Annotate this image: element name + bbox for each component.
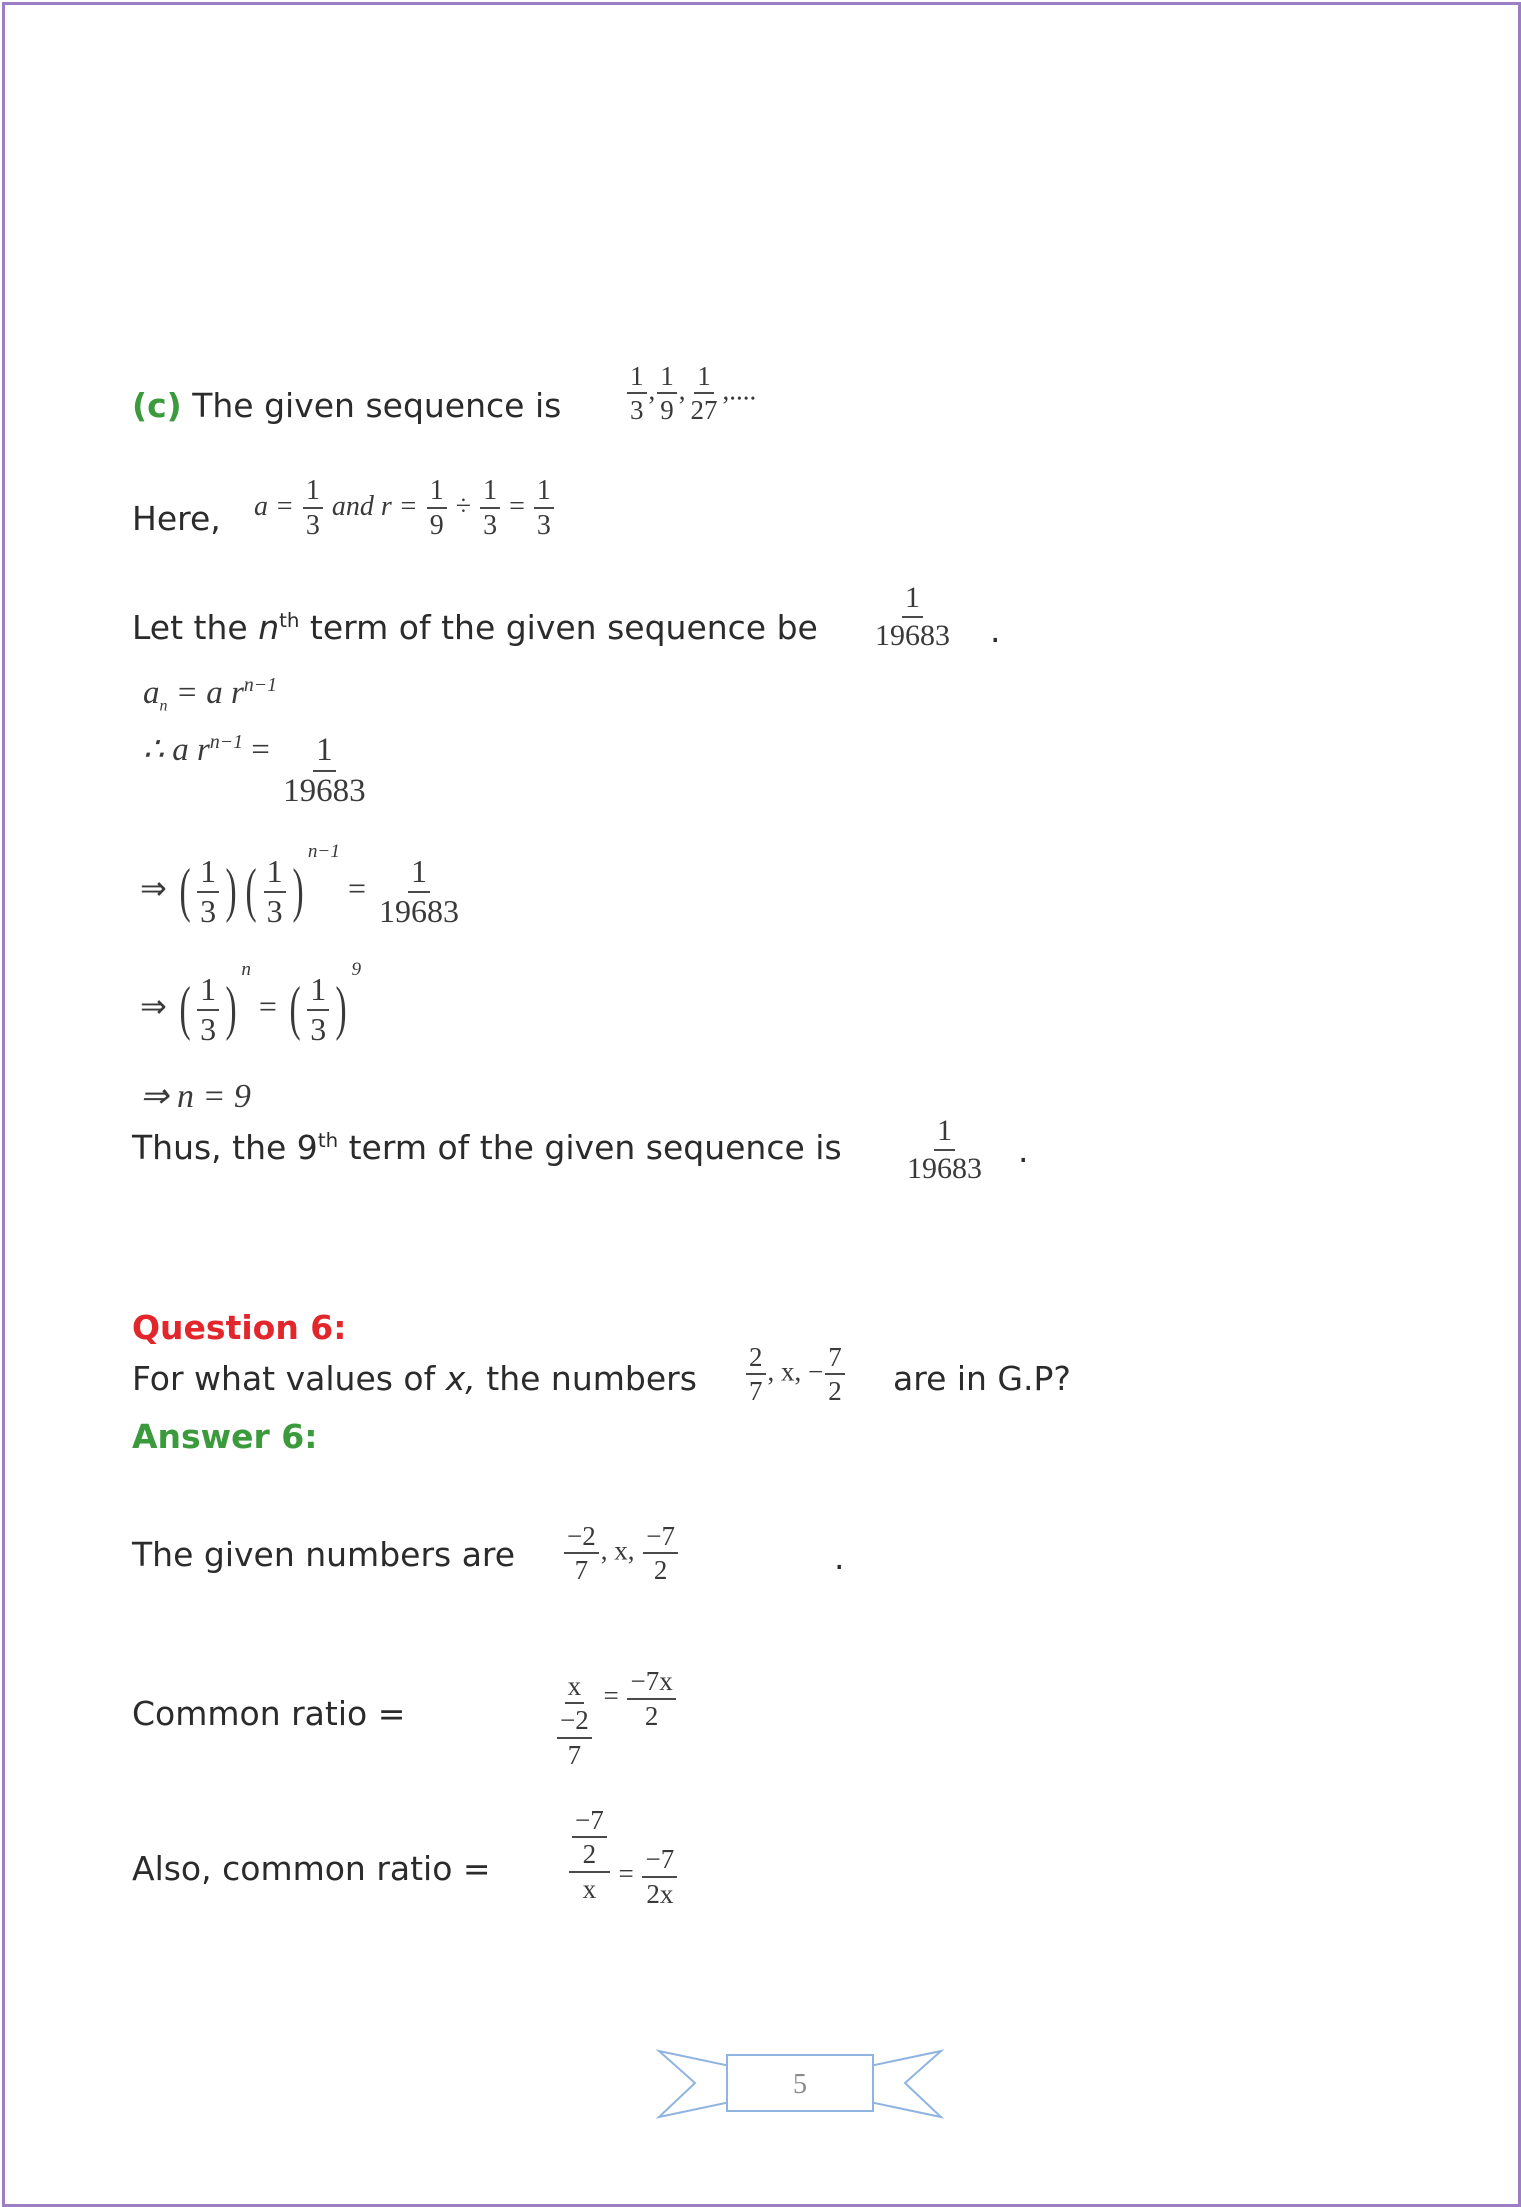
thus-period: . [1018, 1131, 1029, 1170]
question-6-suffix: are in G.P? [893, 1359, 1071, 1398]
step-final: ⇒ n = 9 [140, 1078, 251, 1115]
page-number: 5 [793, 2069, 807, 2100]
step-implies-1: ⇒ ( $\frac{1}{3}$ ) ( $\frac{1}{3}$ )$^{n-1}$ = $\frac{1}{19683}$ [140, 841, 459, 929]
let-fraction: $\frac{1}{19683}$ [875, 581, 950, 652]
answer-6-title: Answer 6: [132, 1417, 318, 1456]
also-ratio-label: Also, common ratio = [132, 1849, 491, 1888]
step-implies-2: ⇒ ( $\frac{1}{3}$ )$^n$ = ( $\frac{1}{3}$ )$^9$ [140, 959, 362, 1047]
question-6-text: For what values of x, the numbers [132, 1359, 697, 1398]
common-ratio-expression: $\frac{x}{\frac{-2}{7}}$ = $\frac{-7x}{2}$ [552, 1672, 678, 1769]
part-c-label: (c) [132, 386, 182, 425]
formula-an: $a_n = a$ $r^{n-1}$ [143, 674, 278, 715]
here-label: Here, [132, 499, 221, 538]
question-6-title: Question 6: [132, 1308, 347, 1347]
common-ratio-label: Common ratio = [132, 1694, 406, 1733]
part-c-intro-text: The given sequence is [192, 386, 562, 425]
question-6-expression: $\frac{2}{7}$ , x, − $\frac{7}{2}$ [744, 1343, 847, 1406]
part-c-intro [132, 386, 562, 425]
given-numbers-text: The given numbers are [132, 1535, 516, 1574]
step-therefore: ∴ a $r^{n-1}$ = $\frac{1}{19683}$ [143, 731, 366, 809]
given-numbers-expression: $\frac{-2}{7}$ , x, $\frac{-7}{2}$ [562, 1522, 680, 1585]
page-number-ribbon [655, 2045, 945, 2125]
let-period: . [990, 611, 1001, 650]
thus-statement: Thus, the 9th term of the given sequence is [132, 1128, 842, 1167]
given-period: . [834, 1538, 845, 1577]
also-ratio-expression: $\frac{\frac{-7}{2}}{x}$ = $\frac{-7}{2x}$ [567, 1806, 679, 1903]
let-statement: Let the $n^{th}$ term of the given sequence be [132, 608, 818, 647]
thus-fraction: $\frac{1}{19683}$ [907, 1114, 982, 1185]
sequence-expression: $\frac{1}{3}$ , $\frac{1}{9}$ , $\frac{1}{27}$ ,.... [625, 362, 756, 425]
here-expression: a = $\frac{1}{3}$ and r = $\frac{1}{9}$ ÷ $\frac{1}{3}$ = $\frac{1}{3}$ [254, 476, 556, 541]
